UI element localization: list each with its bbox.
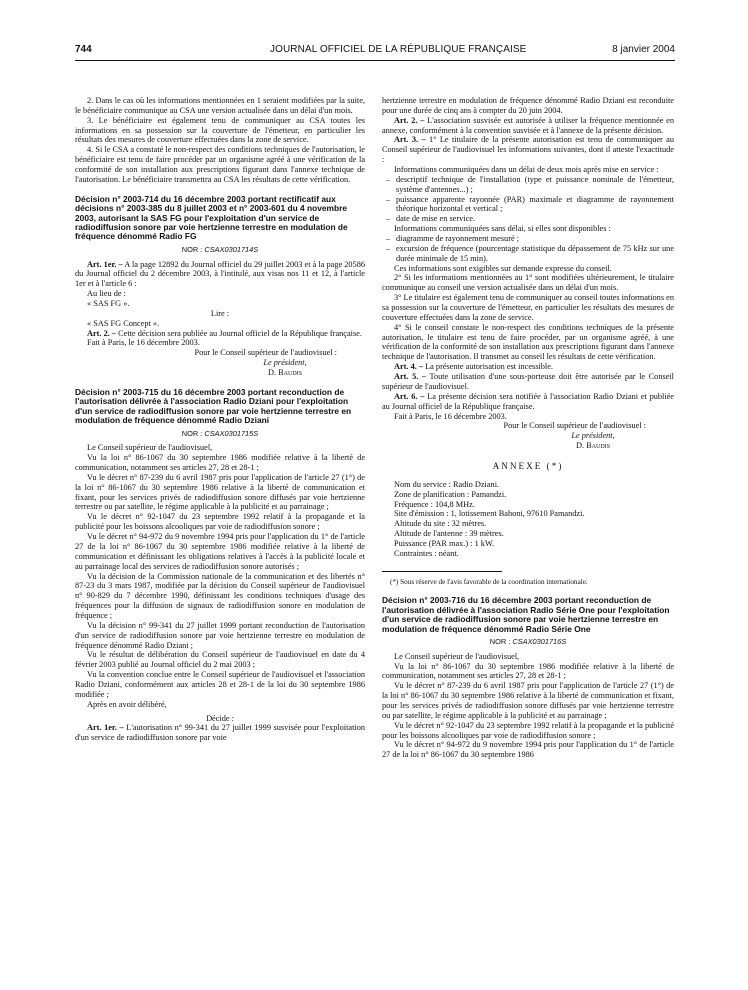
paragraph: 4° Si le conseil constate le non-respect des conditions techniques de la présente autorisation, le titulaire est tenu de faire procéder, par un organisme agréé, à une vérification de la conformité de son installation aux prescriptions figurant dans l'annexe technique de l'autorisation. Il transmet au conseil les résultats de cette vérification. <box>382 322 674 362</box>
quote: « SAS FG ». <box>87 299 130 309</box>
signatory-title: Le président, <box>263 358 307 368</box>
annexe-line: Nom du service : Radio Dziani. <box>394 479 500 489</box>
paragraph: Vu le décret n° 87-239 du 6 avril 1987 pris pour l'application de l'article 27 (1°) de la loi n° 86-1067 du 30 septembre 1986 relative à la liberté de communication et fixant, pour les services privés de radiodiffusion sonore diffusés par voie hertzienne terrestre ou par satellite, le régime applicable à la publicité et au parrainage ; <box>382 681 674 720</box>
list-item: – diagramme de rayonnement mesuré ; <box>396 234 674 244</box>
header-rule <box>75 60 675 61</box>
journal-title: JOURNAL OFFICIEL DE LA RÉPUBLIQUE FRANÇAISE <box>270 44 527 55</box>
paragraph: 2. Dans le cas où les informations mentionnées en 1 seraient modifiées par la suite, le bénéficiaire communique au CSA une version actualisée dans un délai d'un mois. <box>75 96 365 115</box>
paragraph: Vu la décision de la Commission nationale de la communication et des libertés n° 87-23 du 3 mars 1987, modifiée par la décision du Conseil supérieur de l'audiovisuel n° 90-829 du 7 décembre 1990, définissant les conditions techniques d'usage des fréquences pour la diffusion de signaux de radiodiffusion sonore en modulation de fréquence ; <box>75 571 365 620</box>
left-column <box>75 96 365 743</box>
article-label: Art. 1er. – <box>87 259 123 269</box>
annexe-line: Fréquence : 104,8 MHz. <box>394 499 475 509</box>
nor-reference <box>382 638 674 647</box>
nor-label: NOR : <box>181 428 203 438</box>
article-label: Art. 2. – <box>394 115 425 125</box>
paragraph: Après en avoir délibéré, <box>87 699 167 709</box>
article-label: Art. 4. – <box>394 362 424 372</box>
decision-title: Décision n° 2003-714 du 16 décembre 2003 portant rectificatif aux décisions n° 2003-385 du 8 juillet 2003 et n° 2003-601 du 4 novembre 2003, autorisant la SAS FG pour l'exploitation d'un service de radiodiffusion sonore par voie hertzienne terrestre en modulation de fréquence dénommé Radio FG <box>75 193 348 242</box>
decision-title: Décision n° 2003-716 du 16 décembre 2003 portant reconduction de l'autorisation délivrée à l'association Radio Série One pour l'exploitation d'un service de radiodiffusion sonore par voie hertzienne terrestre en modulation de fréquence dénommé Radio Série One <box>382 595 670 634</box>
article-label: Art. 2. – <box>87 328 117 338</box>
annexe-line: Zone de planification : Pamandzi. <box>394 489 507 499</box>
nor-code: CSAX0301716S <box>512 636 567 646</box>
paragraph: Lire : <box>210 308 230 318</box>
article-label: Art. 3. – <box>394 135 426 145</box>
footnote: (*) Sous réserve de l'avis favorable de la coordination internationale. <box>390 577 588 586</box>
article-text: L'association susvisée est autorisée à utiliser la fréquence mentionnée en annexe, conformément à la convention susvisée et à l'annexe de la présente décision. <box>382 115 675 135</box>
list-item: – descriptif technique de l'installation (type et puissance nominale de l'émetteur, système d'antennes...) ; <box>396 175 674 195</box>
annexe-line: Altitude du site : 32 mètres. <box>394 519 487 529</box>
paragraph: Vu le décret n° 92-1047 du 23 septembre 1992 relatif à la propagande et la publicité pour les boissons alcooliques par voie de radiodiffusion sonore ; <box>75 512 365 532</box>
paragraph: Vu le résultat de délibération du Conseil supérieur de l'audiovisuel en date du 4 février 2003 publié au Journal officiel du 2 mai 2003 ; <box>75 650 365 670</box>
paragraph: Informations communiquées sans délai, si elles sont disponibles : <box>394 224 611 234</box>
annexe-title: ANNEXE (*) <box>492 460 564 471</box>
annexe-line: Contraintes : néant. <box>394 548 459 558</box>
paragraph: 2° Si les informations mentionnées au 1° sont modifiées ultérieurement, le titulaire communique au conseil une version actualisée dans un délai d'un mois. <box>382 273 674 293</box>
list-item: – excursion de fréquence (pourcentage statistique du dépassement de 75 kHz sur une durée minimale de 15 min). <box>396 244 674 264</box>
quote: « SAS FG Concept ». <box>87 318 160 328</box>
annexe-line: Site d'émission : 1, lotissement Bahoni, 97610 Pamandzi. <box>394 509 585 519</box>
paragraph: Vu la loi n° 86-1067 du 30 septembre 1986 modifiée relative à la liberté de communication, notamment ses articles 27, 28 et 28-1 ; <box>75 453 365 473</box>
page-header <box>75 44 675 58</box>
nor-reference <box>75 430 365 439</box>
signature: D. Baudis <box>575 441 610 451</box>
paragraph: 3° Le titulaire est également tenu de communiquer au conseil toutes informations en sa possession sur la couverture de l'émetteur, en particulier les résultats des mesures de couverture effectuées dans la zone de service. <box>382 293 674 322</box>
paragraph: Vu le décret n° 94-972 du 9 novembre 1994 pris pour l'application du 1° de l'article 27 de la loi n° 86-1067 du 30 septembre 1986 <box>382 740 674 760</box>
paragraph: Vu le décret n° 94-972 du 9 novembre 1994 pris pour l'application du 1° de l'article 27 de la loi n° 86-1067 du 30 septembre 1986 modifiée relative à la liberté de communication et définissant les obligations relatives à l'accès à la publicité locale et au parrainage local des services de radiodiffusion sonore autorisés ; <box>75 532 365 571</box>
issue-date: 8 janvier 2004 <box>612 44 675 55</box>
fait-line: Fait à Paris, le 16 décembre 2003. <box>87 338 200 348</box>
paragraph: Le Conseil supérieur de l'audiovisuel, <box>394 651 520 661</box>
nor-label: NOR : <box>489 636 511 646</box>
paragraph: Vu le décret n° 92-1047 du 23 septembre 1992 relatif à la propagande et la publicité pour les boissons alcooliques par voie de radiodiffusion sonore ; <box>382 720 674 740</box>
article-label: Art. 1er. – <box>87 723 124 733</box>
paragraph: Vu la loi n° 86-1067 du 30 septembre 1986 modifiée relative à la liberté de communication, notamment ses articles 27, 28 et 28-1 ; <box>382 661 674 681</box>
article-text: Toute utilisation d'une sous-porteuse doit être autorisée par le Conseil supérieur de l'audiovisuel. <box>382 372 674 391</box>
article-text: L'autorisation n° 99-341 du 27 juillet 1999 susvisée pour l'exploitation d'un service de radiodiffusion sonore par voie <box>75 723 366 743</box>
nor-label: NOR : <box>181 244 203 254</box>
annexe-line: Altitude de l'antenne : 39 mètres. <box>394 529 504 539</box>
paragraph: Informations communiquées dans un délai de deux mois après mise en service : <box>394 165 659 175</box>
paragraph: hertzienne terrestre en modulation de fréquence dénommé Radio Dziani est reconduite pour une durée de cinq ans à compter du 20 juin 2004. <box>382 96 674 115</box>
info-list <box>382 234 674 264</box>
signatory-title: Le président, <box>571 431 615 441</box>
paragraph: 3. Le bénéficiaire est également tenu de communiquer au CSA toutes les informations en sa possession sur la couverture de l'émetteur, en particulier les résultats des mesures de couverture effectuées dans la zone de service. <box>75 115 365 145</box>
signatory-intro: Pour le Conseil supérieur de l'audiovisuel : <box>503 421 646 431</box>
paragraph: Le Conseil supérieur de l'audiovisuel, <box>87 443 213 453</box>
paragraph: Au lieu de : <box>87 289 126 299</box>
paragraph: Ces informations sont exigibles sur demande expresse du conseil. <box>394 263 612 273</box>
fait-line: Fait à Paris, le 16 décembre 2003. <box>394 411 507 421</box>
article-label: Art. 5. – <box>394 372 427 382</box>
paragraph: Vu le décret n° 87-239 du 6 avril 1987 pris pour l'application de l'article 27 (1°) de la loi n° 86-1067 du 30 septembre 1986 relative à la liberté de communication et fixant, pour les services privés de radiodiffusion sonore diffusés par voie hertzienne terrestre ou par satellite, le régime applicable à la publicité et au parrainage ; <box>75 472 365 512</box>
list-item: – date de mise en service. <box>396 214 674 224</box>
page-number: 744 <box>75 44 92 55</box>
nor-reference <box>75 246 365 255</box>
footnote-rule <box>382 571 502 572</box>
paragraph: Vu la convention conclue entre le Conseil supérieur de l'audiovisuel et l'association Radio Dziani, conformément aux articles 28 et 28-1 de la loi du 30 septembre 1986 modifiée ; <box>75 670 365 699</box>
article-text: 1° Le titulaire de la présente autorisation est tenu de communiquer au Conseil supérieur de l'audiovisuel les informations suivantes, dont il atteste l'exactitude : <box>382 135 675 165</box>
decide-line: Décide : <box>206 713 234 723</box>
signature: D. Baudis <box>267 368 302 378</box>
paragraph: 4. Si le CSA a constaté le non-respect des conditions techniques de l'autorisation, le bénéficiaire est tenu de faire procéder par un organisme agréé à une vérification de la conformité de son installation aux prescriptions figurant dans l'annexe technique de l'autorisation. Le bénéficiaire transmettra au CSA les résultats de cette vérification. <box>75 145 365 184</box>
info-list <box>382 175 674 224</box>
right-column <box>382 96 674 760</box>
article-label: Art. 6. – <box>394 391 425 401</box>
signatory-intro: Pour le Conseil supérieur de l'audiovisuel : <box>194 348 337 358</box>
article-text: La présente autorisation est incessible. <box>425 362 553 372</box>
article-text: La présente décision sera notifiée à l'association Radio Dziani et publiée au Journal officiel de la République française. <box>382 391 674 411</box>
nor-code: CSAX0301715S <box>204 428 259 438</box>
annexe-details <box>382 480 674 559</box>
article-text: Cette décision sera publiée au Journal officiel de la République française. <box>118 328 362 338</box>
decision-title: Décision n° 2003-715 du 16 décembre 2003 portant reconduction de l'autorisation délivrée à l'association Radio Dziani pour l'exploitation d'un service de radiodiffusion sonore par voie hertzienne terrestre en modulation de fréquence dénommé Radio Dziani <box>75 386 352 426</box>
annexe-line: Puissance (PAR max.) : 1 kW. <box>394 539 495 549</box>
article-text: A la page 12892 du Journal officiel du 29 juillet 2003 et à la page 20586 du Journal officiel du 2 décembre 2003, à l'intitulé, aux visas nos 11 et 12, à l'article 1er et à l'article 6 : <box>75 259 365 289</box>
paragraph: Vu la décision n° 99-341 du 27 juillet 1999 portant reconduction de l'autorisation d'un service de radiodiffusion sonore par voie hertzienne terrestre en modulation de fréquence dénommé Radio Dziani ; <box>75 620 365 650</box>
nor-code: CSAX0301714S <box>204 244 259 254</box>
list-item: – puissance apparente rayonnée (PAR) maximale et diagramme de rayonnement théorique horizontal et vertical ; <box>396 195 674 215</box>
